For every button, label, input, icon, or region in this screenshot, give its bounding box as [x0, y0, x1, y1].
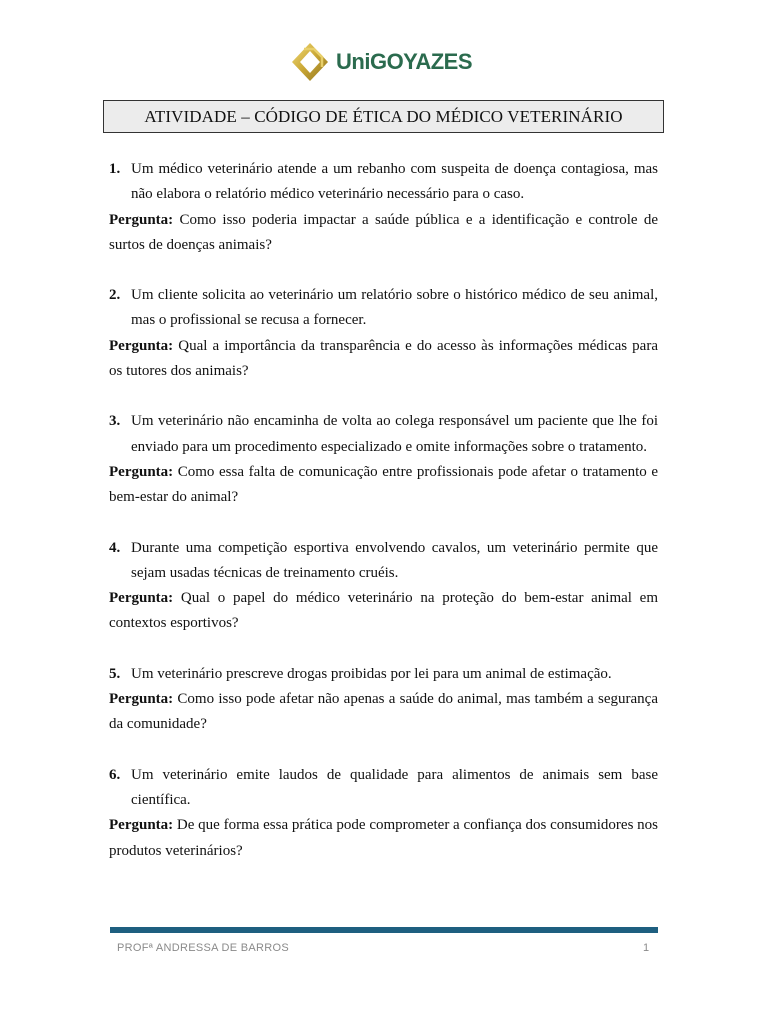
question-label: Pergunta:	[109, 463, 174, 480]
question-text: Como essa falta de comunicação entre profissionais pode afetar o tratamento e bem-estar do animal?	[109, 463, 658, 506]
logo-goyazes: GOYAZES	[369, 49, 473, 74]
question-label: Pergunta:	[109, 590, 174, 607]
logo-uni: Uni	[336, 49, 370, 74]
page-title: ATIVIDADE – CÓDIGO DE ÉTICA DO MÉDICO VETERINÁRIO	[103, 100, 664, 133]
logo-wordmark	[336, 51, 472, 73]
question-item	[109, 157, 658, 258]
question-text: De que forma essa prática pode comprometer a confiança dos consumidores nos produtos veterinários?	[109, 817, 659, 859]
question-text: Como isso pode afetar não apenas a saúde do animal, mas também a segurança da comunidade?	[109, 691, 658, 733]
question-statement: Um veterinário prescreve drogas proibidas por lei para um animal de estimação.	[131, 665, 612, 682]
question-label: Pergunta:	[109, 817, 174, 834]
question-item	[109, 763, 658, 864]
question-statement: Um veterinário não encaminha de volta ao colega responsável um paciente que lhe foi enviado para um procedimento especializado e omite informações sobre o tratamento.	[131, 413, 658, 455]
question-label: Pergunta:	[109, 211, 174, 228]
footer-divider	[110, 927, 658, 933]
question-number: 2.	[109, 287, 121, 304]
question-text: Qual a importância da transparência e do acesso às informações médicas para os tutores dos animais?	[109, 337, 658, 380]
question-number: 4.	[109, 539, 121, 556]
unigoyazes-logo	[290, 40, 472, 84]
question-label: Pergunta:	[109, 337, 174, 354]
question-number: 6.	[109, 766, 121, 783]
question-number: 1.	[109, 161, 121, 177]
question-statement: Um cliente solicita ao veterinário um relatório sobre o histórico médico de seu animal, mas o profissional se recusa a fornecer.	[131, 287, 658, 329]
question-statement: Um veterinário emite laudos de qualidade para alimentos de animais sem base científica.	[131, 766, 658, 808]
question-item	[109, 536, 658, 637]
question-item	[109, 409, 658, 510]
question-number: 3.	[109, 413, 121, 430]
footer-author: PROFª ANDRESSA DE BARROS	[117, 942, 290, 954]
logo-emblem-icon	[290, 41, 330, 83]
question-number: 5.	[109, 665, 121, 682]
question-item	[109, 662, 658, 738]
page-number: 1	[643, 942, 650, 954]
question-text: Qual o papel do médico veterinário na proteção do bem-estar animal em contextos esportivos?	[109, 590, 658, 632]
question-text: Como isso poderia impactar a saúde pública e a identificação e controle de surtos de doenças animais?	[109, 211, 659, 253]
question-list	[109, 157, 658, 864]
question-statement: Durante uma competição esportiva envolvendo cavalos, um veterinário permite que sejam usadas técnicas de treinamento cruéis.	[131, 539, 658, 581]
question-statement: Um médico veterinário atende a um rebanho com suspeita de doença contagiosa, mas não elabora o relatório médico veterinário necessário para o caso.	[131, 161, 658, 203]
question-item	[109, 283, 658, 384]
question-label: Pergunta:	[109, 691, 174, 708]
